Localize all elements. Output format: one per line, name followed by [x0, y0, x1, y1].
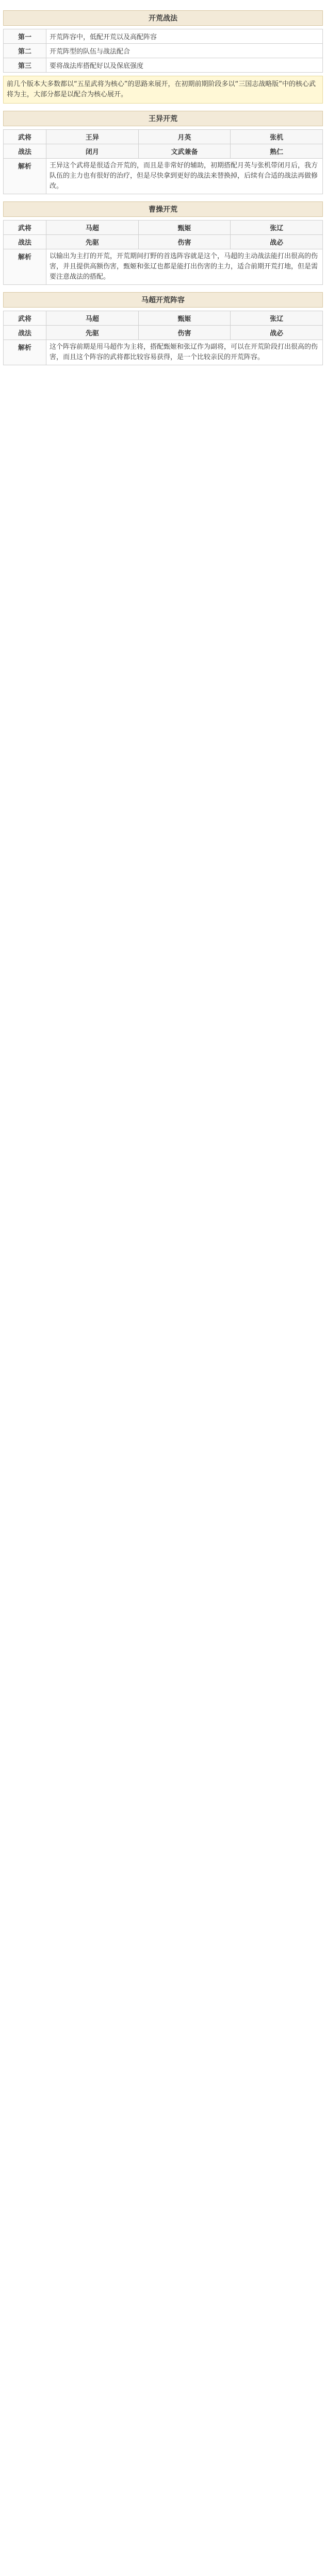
- row-label: 战法: [4, 144, 46, 159]
- lineup-table: [3, 311, 323, 365]
- tactic-name: 熟仁: [231, 144, 323, 159]
- tactic-row: [4, 144, 323, 159]
- section-title: 曹操开荒: [3, 201, 323, 217]
- row-label: 战法: [4, 326, 46, 340]
- overview-row-text: 要将战法库搭配好以及保底强度: [46, 58, 323, 73]
- row-label: 解析: [4, 340, 46, 365]
- overview-row-label: 第三: [4, 58, 46, 73]
- hero-name: 王异: [46, 130, 139, 144]
- hero-row: [4, 221, 323, 235]
- analysis-row: [4, 249, 323, 285]
- row-label: 武将: [4, 221, 46, 235]
- hero-name: 马超: [46, 311, 139, 326]
- analysis-text: 王异这个武将是很适合开荒的，而且是非常好的辅助，初期搭配月英与张机带闭月后，我方队伍的主力也有很好的治疗，但是尽快拿到更好的战法来替换掉，后续有合适的战法再做修改。: [46, 159, 323, 194]
- tactic-name: 先驱: [46, 326, 139, 340]
- section-wangyi: [3, 111, 323, 194]
- tactic-name: 闭月: [46, 144, 139, 159]
- overview-row: [4, 58, 323, 73]
- hero-name: 张机: [231, 130, 323, 144]
- row-label: 解析: [4, 159, 46, 194]
- hero-name: 月英: [138, 130, 231, 144]
- tactic-row: [4, 235, 323, 249]
- section-title: 王异开荒: [3, 111, 323, 126]
- tactic-name: 伤害: [138, 235, 231, 249]
- analysis-row: [4, 340, 323, 365]
- analysis-text: 这个阵容前期是用马超作为主将，搭配甄姬和张辽作为副将，可以在开荒阶段打出很高的伤害，而且这个阵容的武将都比较容易获得，是一个比较亲民的开荒阵容。: [46, 340, 323, 365]
- guide-page: [3, 0, 323, 368]
- row-label: 武将: [4, 130, 46, 144]
- row-label: 解析: [4, 249, 46, 285]
- page-title: 开荒战法: [3, 10, 323, 26]
- hero-name: 甄姬: [138, 311, 231, 326]
- hero-name: 张辽: [231, 311, 323, 326]
- tactic-name: 伤害: [138, 326, 231, 340]
- tactic-name: 文武兼备: [138, 144, 231, 159]
- overview-row-text: 开荒阵型的队伍与战法配合: [46, 44, 323, 58]
- overview-row-text: 开荒阵容中，低配开荒以及高配阵容: [46, 29, 323, 44]
- section-machao: [3, 292, 323, 365]
- lineup-table: [3, 220, 323, 285]
- row-label: 武将: [4, 311, 46, 326]
- intro-text: 前几个版本大多数都以“五星武将为核心”的思路来展开，在初期前期阶段多以“三国志战略版”中的核心武将为主，大部分都是以配合为核心展开。: [3, 76, 323, 104]
- overview-row-label: 第一: [4, 29, 46, 44]
- hero-name: 张辽: [231, 221, 323, 235]
- hero-row: [4, 130, 323, 144]
- hero-name: 甄姬: [138, 221, 231, 235]
- lineup-table: [3, 129, 323, 194]
- tactic-name: 战必: [231, 326, 323, 340]
- row-label: 战法: [4, 235, 46, 249]
- hero-name: 马超: [46, 221, 139, 235]
- section-caocao: [3, 201, 323, 285]
- section-title: 马超开荒阵容: [3, 292, 323, 308]
- tactic-name: 战必: [231, 235, 323, 249]
- analysis-row: [4, 159, 323, 194]
- overview-row: [4, 44, 323, 58]
- tactic-row: [4, 326, 323, 340]
- hero-row: [4, 311, 323, 326]
- overview-row: [4, 29, 323, 44]
- overview-row-label: 第二: [4, 44, 46, 58]
- tactic-name: 先驱: [46, 235, 139, 249]
- overview-table: [3, 29, 323, 73]
- analysis-text: 以输出为主打的开荒，开荒期间打野的首选阵容就是这个，马超的主动战法能打出很高的伤害，并且提供高额伤害，甄姬和张辽也都是能打出伤害的主力，适合前期开荒打地，但是需要注意战法的搭配。: [46, 249, 323, 285]
